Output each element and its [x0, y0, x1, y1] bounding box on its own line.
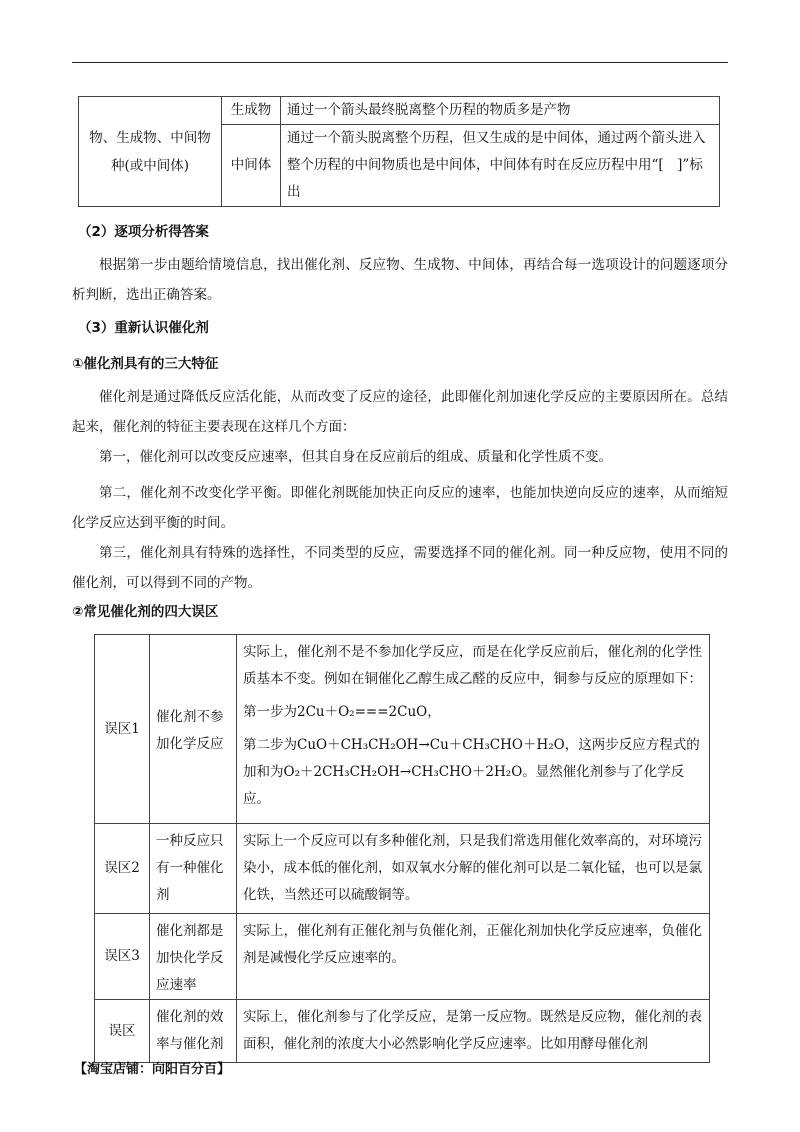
zone-desc: 实际上一个反应可以有多种催化剂，只是我们常选用催化效率高的，对环境污染小，成本低的催化剂，如双氧水分解的催化剂可以是二氧化锰，也可以是氯化铁，当然还可以硫酸铜等。 — [237, 824, 710, 914]
zone-title: 催化剂的效率与催化剂 — [150, 1000, 237, 1063]
zone-label: 误区 — [95, 1000, 150, 1063]
section2-heading: （2）逐项分析得答案 — [78, 224, 209, 240]
zone-desc: 实际上，催化剂有正催化剂与负催化剂，正催化剂加快化学反应速率，负催化剂是减慢化学反应速率的。 — [237, 914, 710, 1000]
desc-intermediate: 通过一个箭头脱离整个历程，但又生成的是中间体，通过两个箭头进入整个历程的中间物质也是中间体，中间体有时在反应历程中用“[ ]”标出 — [281, 125, 720, 207]
zone-label: 误区1 — [95, 635, 150, 824]
desc-product: 通过一个箭头最终脱离整个历程的物质多是产物 — [281, 97, 720, 125]
para-2: 第一，催化剂可以改变反应速率，但其自身在反应前后的组成、质量和化学性质不变。 — [99, 449, 612, 465]
zone-desc-p1: 实际上，催化剂不是不参加化学反应，而是在化学反应前后，催化剂的化学性质基本不变。例如在铜催化乙醇生成乙醛的反应中，铜参与反应的原理如下： — [243, 644, 702, 687]
zone-desc — [237, 635, 710, 824]
section2-text: 根据第一步由题给情境信息，找出催化剂、反应物、生成物、中间体，再结合每一选项设计的问题逐项分析判断，选出正确答案。 — [72, 257, 728, 303]
row-header: 物、生成物、中间物种(或中间体) — [79, 97, 222, 207]
sub2-heading: ②常见催化剂的四大误区 — [72, 604, 219, 620]
zone-label: 误区3 — [95, 914, 150, 1000]
label-intermediate: 中间体 — [222, 125, 281, 207]
footer-shop: 【淘宝店铺：向阳百分百】 — [74, 1062, 231, 1077]
para-4: 第三，催化剂具有特殊的选择性，不同类型的反应，需要选择不同的催化剂。同一种反应物，使用不同的催化剂，可以得到不同的产物。 — [72, 545, 728, 591]
table-row — [95, 635, 710, 824]
zone-desc-p2: 第一步为2Cu＋O₂===2CuO， — [243, 704, 441, 720]
table-row — [95, 824, 710, 914]
header-rule — [72, 62, 728, 63]
table-row — [95, 914, 710, 1000]
concept-table — [78, 96, 720, 207]
table-row — [95, 1000, 710, 1063]
para-1: 催化剂是通过降低反应活化能，从而改变了反应的途径，此即催化剂加速化学反应的主要原因所在。总结起来，催化剂的特征主要表现在这样几个方面： — [72, 389, 728, 435]
sub1-heading: ①催化剂具有的三大特征 — [72, 356, 219, 372]
zone-desc: 实际上，催化剂参与了化学反应，是第一反应物。既然是反应物，催化剂的表面积，催化剂的浓度大小必然影响化学反应速率。比如用酵母催化剂 — [237, 1000, 710, 1063]
label-product: 生成物 — [222, 97, 281, 125]
zone-title: 催化剂不参加化学反应 — [150, 635, 237, 824]
zone-title: 催化剂都是加快化学反应速率 — [150, 914, 237, 1000]
zone-label: 误区2 — [95, 824, 150, 914]
zone-title: 一种反应只有一种催化剂 — [150, 824, 237, 914]
zone-desc-p3: 第二步为CuO＋CH₃CH₂OH→Cu＋CH₃CHO＋H₂O，这两步反应方程式的加和为O₂＋2CH₃CH₂OH→CH₃CHO＋2H₂O。显然催化剂参与了化学反应。 — [243, 737, 700, 807]
misconceptions-table — [94, 634, 710, 1063]
para-3: 第二，催化剂不改变化学平衡。即催化剂既能加快正向反应的速率，也能加快逆向反应的速率，从而缩短化学反应达到平衡的时间。 — [72, 485, 728, 531]
section3-heading: （3）重新认识催化剂 — [78, 320, 209, 336]
